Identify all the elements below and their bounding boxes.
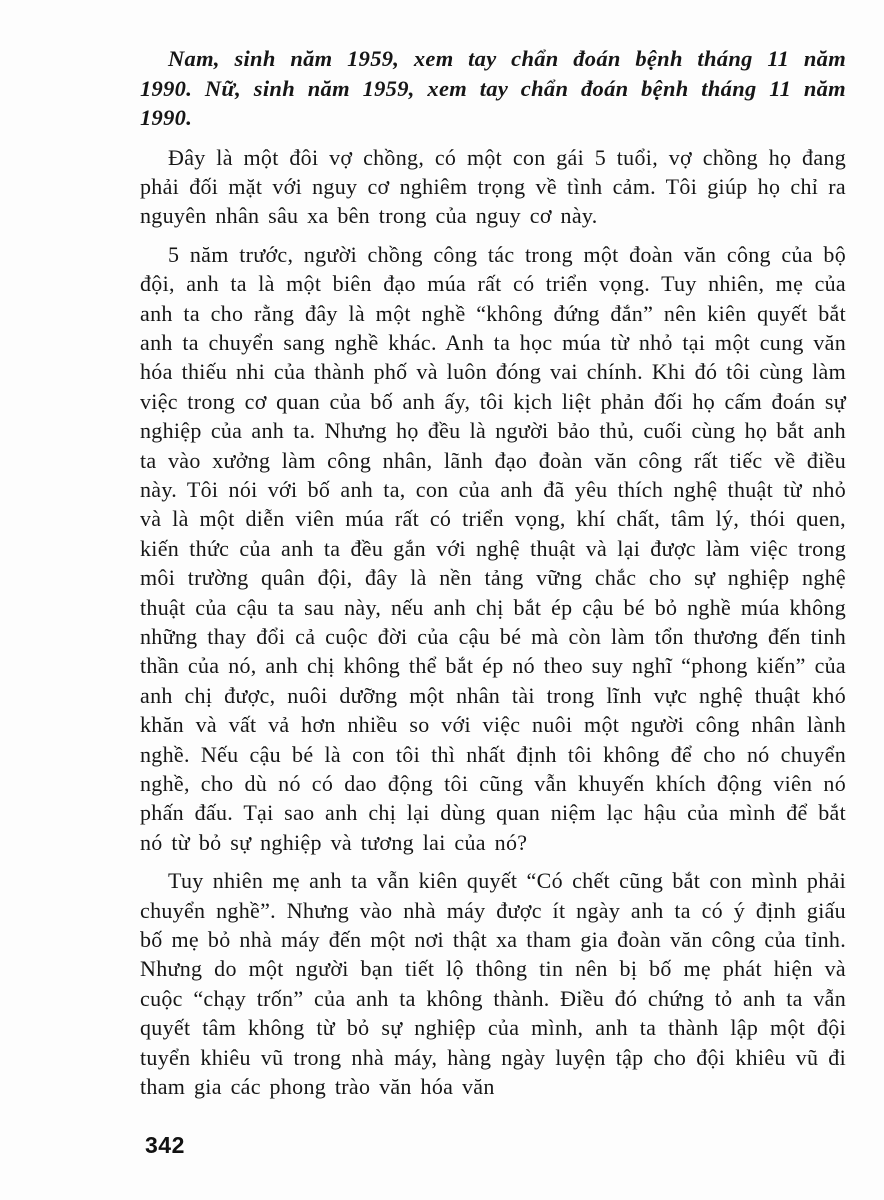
paragraph-intro: Đây là một đôi vợ chồng, có một con gái 5 tuổi, vợ chồng họ đang phải đối mặt với nguy cơ nghiêm trọng về tình cảm. Tôi giúp họ chỉ ra nguyên nhân sâu xa bên trong của nguy cơ này. — [140, 144, 846, 229]
paragraph-story: 5 năm trước, người chồng công tác trong một đoàn văn công của bộ đội, anh ta là một biên đạo múa rất có triển vọng. Tuy nhiên, mẹ của anh ta cho rằng đây là một nghề “không đứng đắn” nên kiên quyết bắt anh ta chuyển sang nghề khác. Anh ta học múa từ nhỏ tại một cung văn hóa thiếu nhi của thành phố và luôn đóng vai chính. Khi đó tôi cùng làm việc trong cơ quan của bố anh ấy, tôi kịch liệt phản đối họ cấm đoán sự nghiệp của anh ta. Nhưng họ đều là người bảo thủ, cuối cùng họ bắt anh ta vào xưởng làm công nhân, lãnh đạo đoàn văn công rất tiếc về điều này. Tôi nói với bố anh ta, con của anh đã yêu thích nghệ thuật từ nhỏ và là một diễn viên múa rất có triển vọng, khí chất, tâm lý, thói quen, kiến thức của anh ta đều gắn với nghệ thuật và lại được làm việc trong môi trường quân đội, đây là nền tảng vững chắc cho sự nghiệp nghệ thuật của cậu ta sau này, nếu anh chị bắt ép cậu bé bỏ nghề múa không những thay đổi cả cuộc đời của cậu bé mà còn làm tổn thương đến tinh thần của nó, anh chị không thể bắt ép nó theo suy nghĩ “phong kiến” của anh chị được, nuôi dưỡng một nhân tài trong lĩnh vực nghệ thuật khó khăn và vất vả hơn nhiều so với việc nuôi một người công nhân lành nghề. Nếu cậu bé là con tôi thì nhất định tôi không để cho nó chuyển nghề, cho dù nó có dao động tôi cũng vẫn khuyến khích động viên nó phấn đấu. Tại sao anh chị lại dùng quan niệm lạc hậu của mình để bắt nó từ bỏ sự nghiệp và tương lai của nó? — [140, 241, 846, 855]
paragraph-continuation: Tuy nhiên mẹ anh ta vẫn kiên quyết “Có chết cũng bắt con mình phải chuyển nghề”. Nhưng vào nhà máy được ít ngày anh ta có ý định giấu bố mẹ bỏ nhà máy đến một nơi thật xa tham gia đoàn văn công của tỉnh. Nhưng do một người bạn tiết lộ thông tin nên bị bố mẹ phát hiện và cuộc “chạy trốn” của anh ta không thành. Điều đó chứng tỏ anh ta vẫn quyết tâm không từ bỏ sự nghiệp của mình, anh ta thành lập một đội tuyển khiêu vũ trong nhà máy, hàng ngày luyện tập cho đội khiêu vũ đi tham gia các phong trào văn hóa văn — [140, 868, 846, 1100]
page-number: 342 — [145, 1132, 185, 1158]
text-column — [140, 44, 846, 1111]
case-heading: Nam, sinh năm 1959, xem tay chẩn đoán bệnh tháng 11 năm 1990. Nữ, sinh năm 1959, xem tay chẩn đoán bệnh tháng 11 năm 1990. — [140, 46, 846, 130]
